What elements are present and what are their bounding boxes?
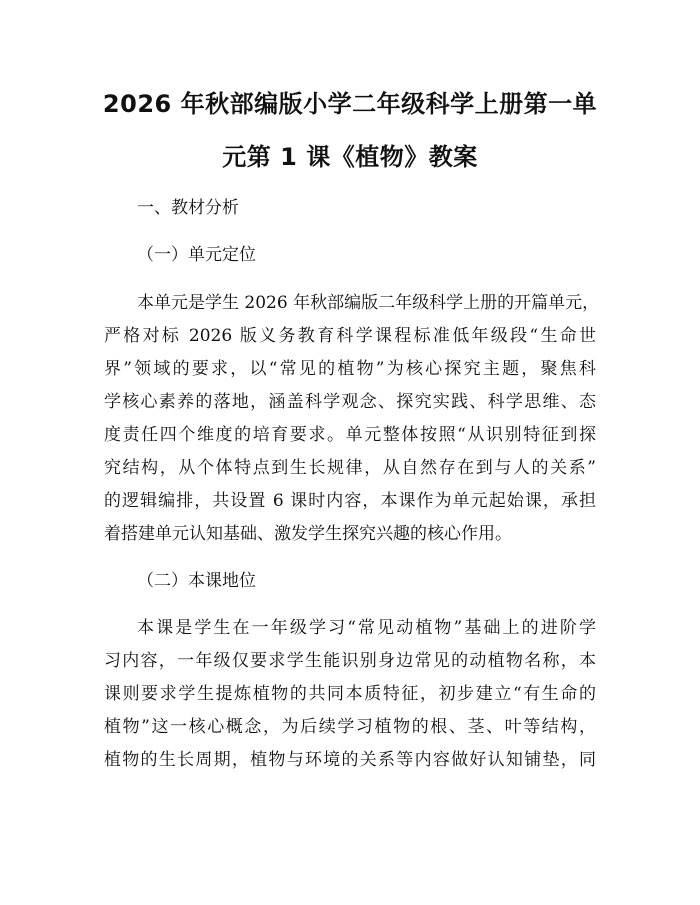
paragraph-line: 的逻辑编排，共设置 6 课时内容，本课作为单元起始课，承担 xyxy=(104,491,596,511)
paragraph-line: 植物”这一核心概念，为后续学习植物的根、茎、叶等结构， xyxy=(104,717,596,737)
document-title-line-2: 元第 1 课《植物》教案 xyxy=(222,143,478,171)
section-heading-textbook-analysis: 一、教材分析 xyxy=(137,198,239,218)
subsection-heading-unit-positioning: （一）单元定位 xyxy=(137,245,256,265)
paragraph-line: 界”领域的要求，以“常见的植物”为核心探究主题，聚焦科 xyxy=(104,359,596,379)
paragraph-line: 学核心素养的落地，涵盖科学观念、探究实践、科学思维、态 xyxy=(104,392,596,412)
paragraph-line: 严格对标 2026 版义务教育科学课程标准低年级段“生命世 xyxy=(104,326,596,346)
paragraph-line: 习内容，一年级仅要求学生能识别身边常见的动植物名称，本 xyxy=(104,651,596,671)
document-title-line-1: 2026 年秋部编版小学二年级科学上册第一单 xyxy=(102,90,598,118)
paragraph-line: 植物的生长周期，植物与环境的关系等内容做好认知铺垫，同 xyxy=(104,750,596,770)
paragraph-line: 度责任四个维度的培育要求。单元整体按照“从识别特征到探 xyxy=(104,425,596,445)
paragraph-line: 着搭建单元认知基础、激发学生探究兴趣的核心作用。 xyxy=(104,524,512,544)
paragraph-line: 本单元是学生 2026 年秋部编版二年级科学上册的开篇单元， xyxy=(137,293,600,313)
subsection-heading-lesson-position: （二）本课地位 xyxy=(137,571,256,591)
paragraph-line: 究结构，从个体特点到生长规律，从自然存在到与人的关系” xyxy=(104,458,596,478)
paragraph-line: 课则要求学生提炼植物的共同本质特征，初步建立“有生命的 xyxy=(104,684,596,704)
paragraph-line: 本课是学生在一年级学习“常见动植物”基础上的进阶学 xyxy=(137,618,596,638)
